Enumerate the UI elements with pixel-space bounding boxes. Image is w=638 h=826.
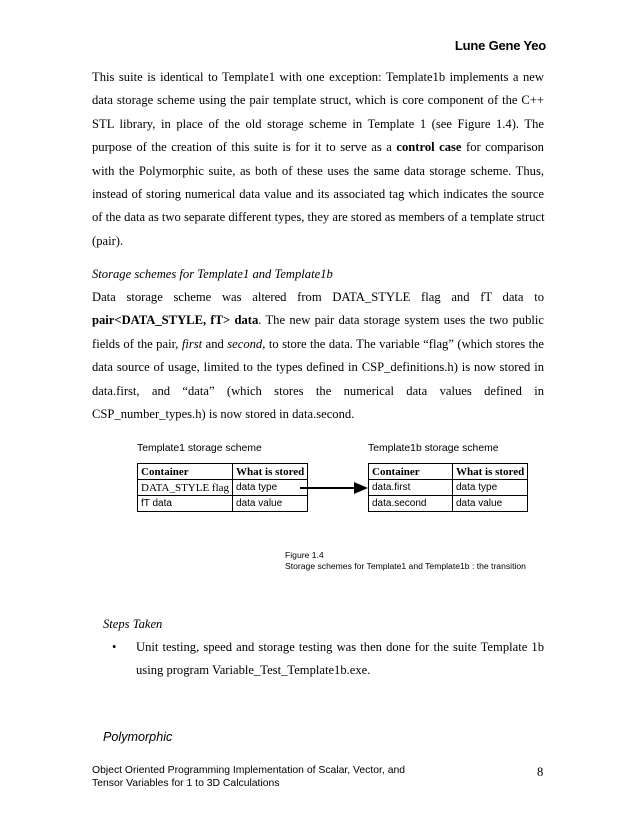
steps-list	[112, 636, 544, 683]
header-author: Lune Gene Yeo	[454, 38, 546, 53]
table-row	[369, 480, 528, 496]
steps-line: Unit testing, speed and storage testing was then done for the suite Template 1b	[136, 640, 544, 654]
transition-arrow-line	[300, 487, 356, 489]
table-cell: data type	[453, 480, 528, 496]
pair-type-emphasis: pair<DATA_STYLE, fT> data	[92, 313, 259, 328]
table-header-row	[369, 464, 528, 480]
table-header: What is stored	[233, 464, 308, 480]
intro-line: (pair).	[92, 233, 124, 248]
footer-document-title	[92, 765, 405, 790]
storage-line: Data storage scheme was altered from DATA_STYLE flag and fT data to	[92, 290, 544, 304]
storage-section-title: Storage schemes for Template1 and Template1b	[92, 267, 333, 281]
table-cell: data.first	[369, 480, 453, 496]
steps-line: using program Variable_Test_Template1b.exe.	[136, 663, 371, 678]
storage-line	[92, 309, 544, 332]
transition-arrow-icon	[354, 482, 368, 494]
figure-caption	[285, 550, 526, 572]
storage-text: . The new pair data storage system uses the two public	[258, 313, 544, 328]
intro-line	[92, 136, 544, 159]
table-row	[369, 496, 528, 512]
second-field-emphasis: second	[227, 336, 263, 351]
table-header: Container	[138, 464, 233, 480]
left-scheme-title: Template1 storage scheme	[137, 443, 262, 454]
footer-line: Object Oriented Programming Implementation of Scalar, Vector, and	[92, 765, 406, 776]
table-cell: DATA_STYLE flag	[138, 480, 233, 496]
right-scheme-table	[368, 463, 528, 512]
bullet-icon: •	[112, 640, 117, 654]
storage-line: data source of usage, limited to the types defined in CSP_definitions.h) is now stored in	[92, 360, 544, 375]
control-case-emphasis: control case	[396, 140, 462, 155]
figure-1-4	[135, 443, 555, 583]
table-row	[138, 480, 308, 496]
intro-line: This suite is identical to Template1 with one exception: Template1b implements a new	[92, 70, 544, 84]
list-item	[112, 636, 544, 683]
figure-caption-label: Figure 1.4	[285, 550, 324, 560]
left-scheme-table	[137, 463, 308, 512]
storage-line: CSP_number_types.h) is now stored in data.second.	[92, 406, 355, 421]
intro-line: of the data as two separate different types, they are stored as members of a template struct	[92, 210, 545, 225]
first-field-emphasis: first	[181, 336, 203, 351]
storage-text: , to store the data. The variable “flag” (which stores the	[262, 336, 544, 351]
storage-text: and	[202, 336, 228, 351]
intro-text: for comparison	[461, 140, 544, 155]
storage-text: fields of the pair,	[92, 336, 182, 351]
figure-caption-text: Storage schemes for Template1 and Template1b : the transition	[285, 561, 526, 571]
polymorphic-title: Polymorphic	[103, 730, 173, 744]
steps-taken-title: Steps Taken	[103, 617, 163, 631]
page-number: 8	[537, 765, 544, 779]
intro-line: data storage scheme using the pair template struct, which is core component of the C++	[92, 93, 544, 108]
footer-line: Tensor Variables for 1 to 3D Calculations	[92, 777, 280, 789]
table-row	[138, 496, 308, 512]
table-cell: fT data	[138, 496, 233, 512]
storage-line	[92, 333, 544, 356]
storage-paragraph	[92, 286, 544, 426]
storage-line: data.first, and “data” (which stores the numerical data values defined in	[92, 383, 544, 398]
table-cell: data.second	[369, 496, 453, 512]
table-header: What is stored	[453, 464, 528, 480]
intro-line: with the Polymorphic suite, as both of these uses the same data storage scheme. Thus,	[92, 163, 544, 178]
table-header: Container	[369, 464, 453, 480]
right-scheme-title: Template1b storage scheme	[368, 443, 499, 454]
table-cell: data value	[453, 496, 528, 512]
table-cell: data value	[233, 496, 308, 512]
intro-text: purpose of the creation of this suite is for it to serve as a	[92, 140, 397, 155]
table-cell: data type	[233, 480, 308, 496]
intro-line: instead of storing numerical data value and its associated tag which indicates the source	[92, 186, 544, 201]
table-header-row	[138, 464, 308, 480]
intro-paragraph	[92, 66, 544, 253]
intro-line: STL library, in place of the old storage scheme in Template 1 (see Figure 1.4). The	[92, 116, 544, 131]
